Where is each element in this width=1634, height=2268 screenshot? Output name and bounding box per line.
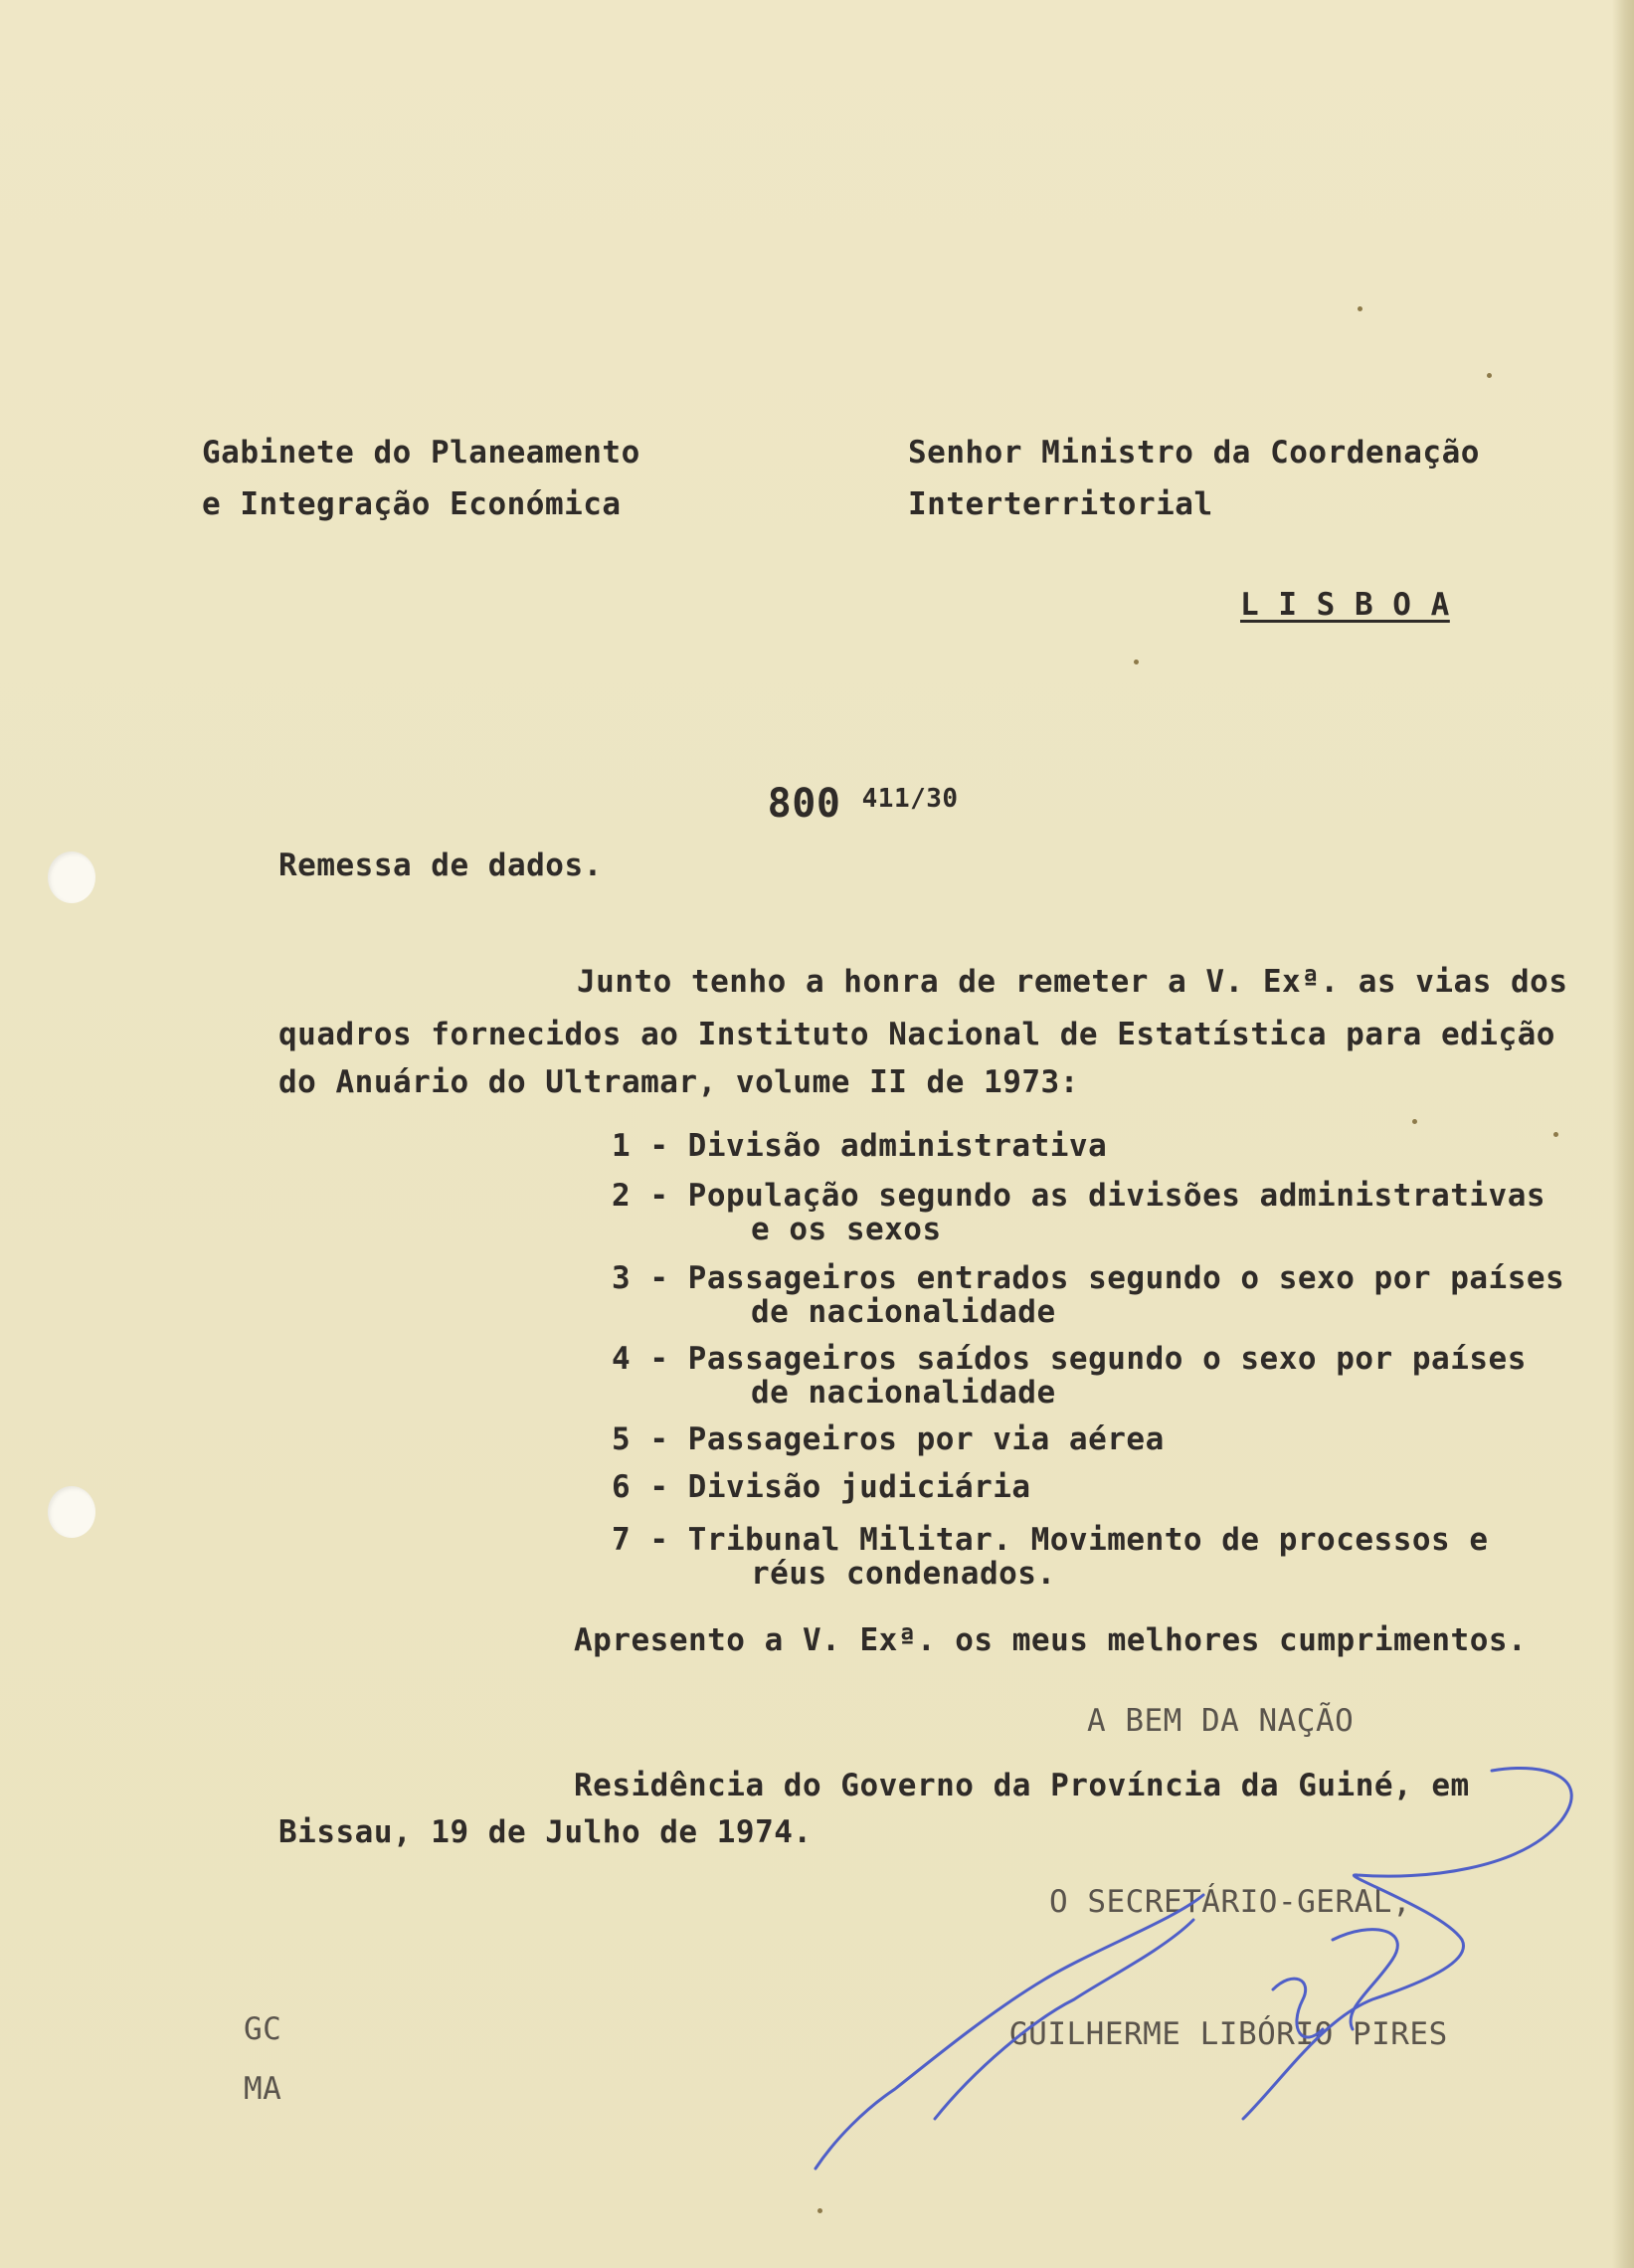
list-item-2-cont: e os sexos xyxy=(751,1212,942,1247)
list-item-7-cont: réus condenados. xyxy=(751,1556,1056,1592)
recipient-city: L I S B O A xyxy=(1240,587,1450,623)
body-line-2: quadros fornecidos ao Instituto Nacional de Estatística para edição xyxy=(278,1017,1555,1052)
list-item-5: 5 - Passageiros por via aérea xyxy=(612,1421,1165,1457)
list-item-1: 1 - Divisão administrativa xyxy=(612,1128,1108,1164)
list-item-6: 6 - Divisão judiciária xyxy=(612,1469,1031,1505)
signature-name: GUILHERME LIBÓRIO PIRES xyxy=(1009,2016,1448,2052)
closing-greeting: Apresento a V. Exª. os meus melhores cumprimentos. xyxy=(574,1622,1528,1658)
subject-line: Remessa de dados. xyxy=(278,848,603,883)
sender-line-2: e Integração Económica xyxy=(202,486,622,522)
body-line-1: Junto tenho a honra de remeter a V. Exª. as vias dos xyxy=(577,964,1568,1000)
list-item-3: 3 - Passageiros entrados segundo o sexo por países xyxy=(612,1260,1565,1296)
list-item-4: 4 - Passageiros saídos segundo o sexo por países xyxy=(612,1341,1527,1377)
list-item-2: 2 - População segundo as divisões administrativas xyxy=(612,1178,1546,1214)
reference-main: 800 xyxy=(767,781,841,827)
list-item-4-cont: de nacionalidade xyxy=(751,1375,1056,1411)
reference-superscript: 411/30 xyxy=(861,784,959,814)
recipient-line-1: Senhor Ministro da Coordenação xyxy=(908,435,1480,471)
list-item-3-cont: de nacionalidade xyxy=(751,1294,1056,1330)
recipient-line-2: Interterritorial xyxy=(908,486,1213,522)
place-line-1: Residência do Governo da Província da Guiné, em xyxy=(574,1768,1470,1803)
initials-2: MA xyxy=(244,2071,282,2107)
sender-line-1: Gabinete do Planeamento xyxy=(202,435,640,471)
place-line-2: Bissau, 19 de Julho de 1974. xyxy=(278,1814,813,1850)
signature-title: O SECRETÁRIO-GERAL, xyxy=(1049,1884,1412,1920)
initials-1: GC xyxy=(244,2011,282,2047)
body-line-3: do Anuário do Ultramar, volume II de 1973: xyxy=(278,1064,1079,1100)
list-item-7: 7 - Tribunal Militar. Movimento de processos e xyxy=(612,1522,1489,1558)
closing-motto: A BEM DA NAÇÃO xyxy=(1087,1703,1355,1739)
